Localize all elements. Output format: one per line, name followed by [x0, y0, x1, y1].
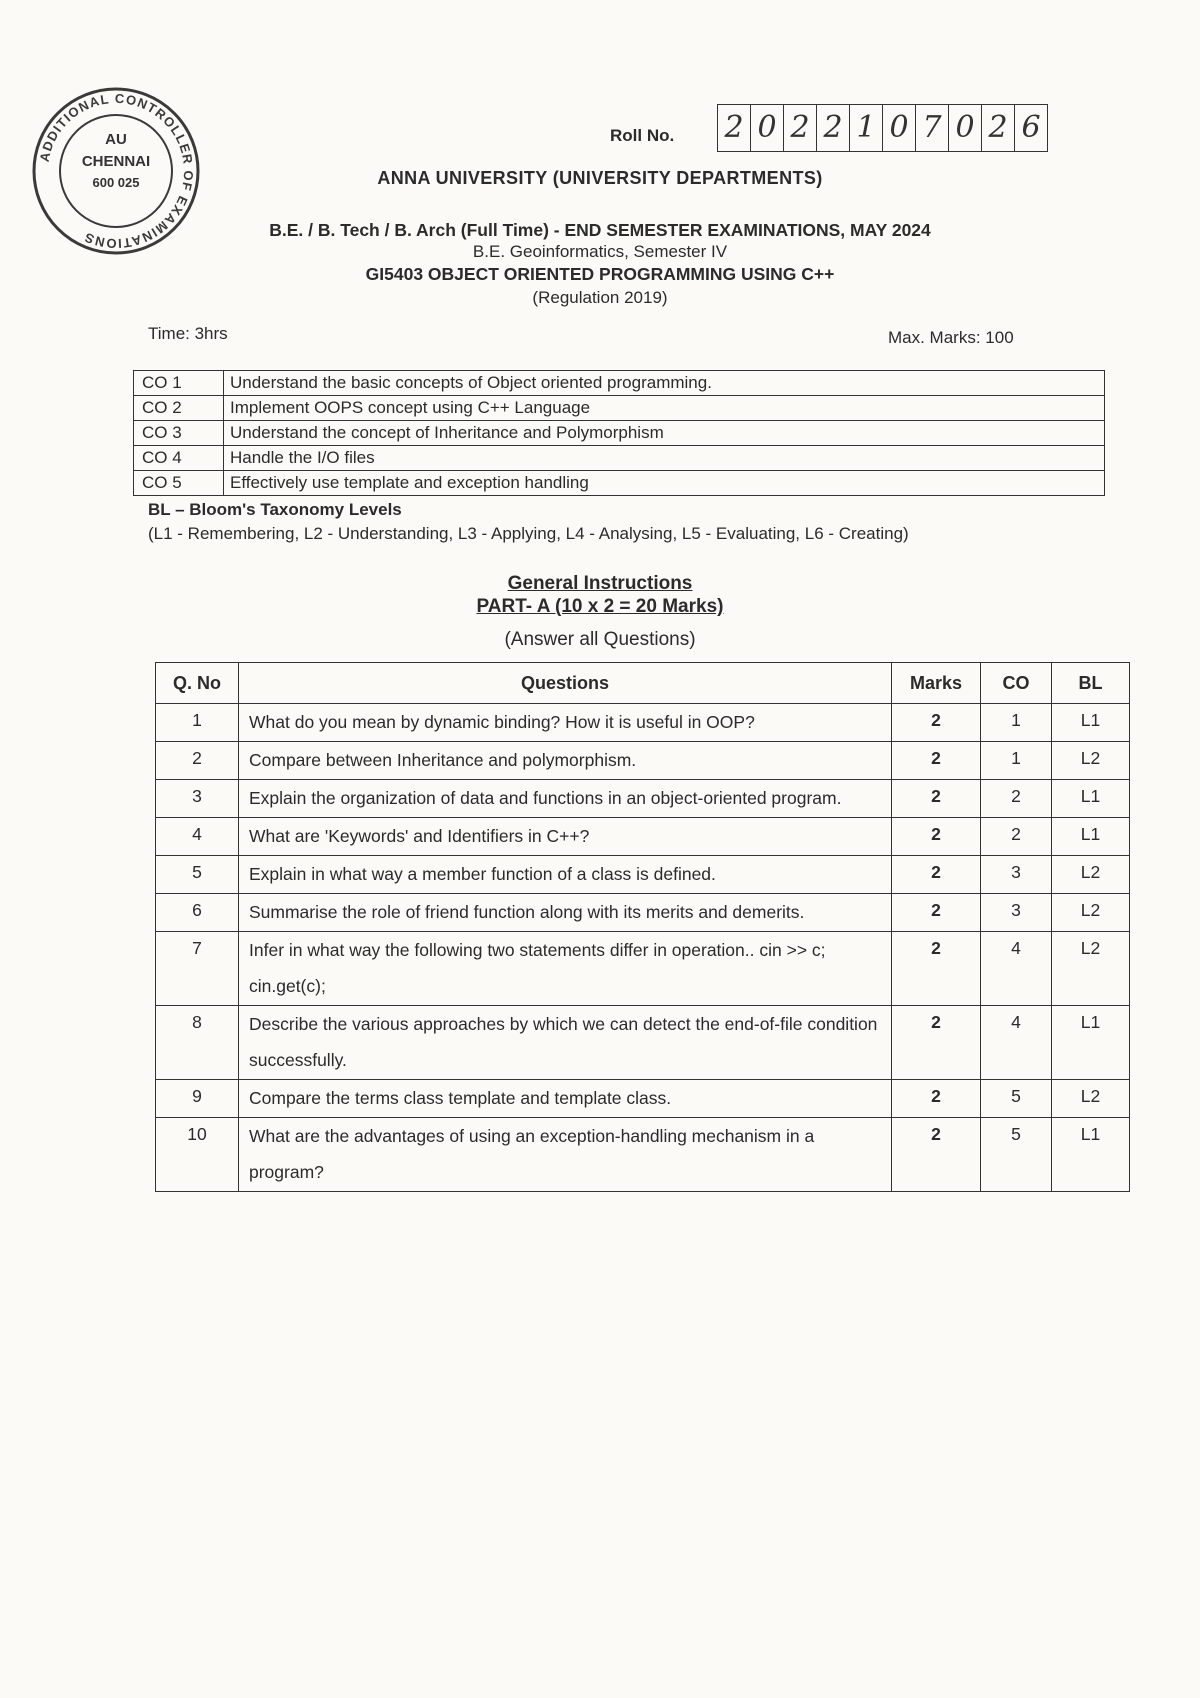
header-co: CO — [981, 663, 1052, 704]
question-bl: L1 — [1052, 818, 1130, 856]
question-co: 4 — [981, 1006, 1052, 1080]
question-text: What are the advantages of using an exception-handling mechanism in a program? — [239, 1118, 892, 1192]
question-number: 10 — [156, 1118, 239, 1192]
question-marks: 2 — [892, 1080, 981, 1118]
table-row — [134, 446, 1105, 471]
questions-table — [155, 662, 1130, 1192]
question-bl: L1 — [1052, 780, 1130, 818]
question-bl: L2 — [1052, 856, 1130, 894]
table-row — [156, 742, 1130, 780]
table-row — [156, 1118, 1130, 1192]
roll-digit: 7 — [916, 105, 949, 151]
question-bl: L2 — [1052, 1080, 1130, 1118]
question-bl: L1 — [1052, 1006, 1130, 1080]
question-co: 5 — [981, 1080, 1052, 1118]
question-number: 3 — [156, 780, 239, 818]
instructions-title: General Instructions — [507, 573, 693, 594]
co-text: Effectively use template and exception handling — [224, 471, 1105, 496]
question-marks: 2 — [892, 1118, 981, 1192]
question-text: Infer in what way the following two statements differ in operation.. cin >> c; cin.get(c); — [239, 932, 892, 1006]
header-bl: BL — [1052, 663, 1130, 704]
co-code: CO 5 — [134, 471, 224, 496]
max-marks: Max. Marks: 100 — [888, 328, 1014, 347]
roll-digit: 0 — [751, 105, 784, 151]
table-row — [156, 1006, 1130, 1080]
question-bl: L2 — [1052, 742, 1130, 780]
question-number: 7 — [156, 932, 239, 1006]
seal-line-2: CHENNAI — [81, 153, 151, 170]
exam-title: B.E. / B. Tech / B. Arch (Full Time) - END SEMESTER EXAMINATIONS, MAY 2024 — [269, 220, 931, 240]
question-text: Explain in what way a member function of a class is defined. — [239, 856, 892, 894]
question-number: 9 — [156, 1080, 239, 1118]
question-marks: 2 — [892, 742, 981, 780]
question-co: 5 — [981, 1118, 1052, 1192]
question-text: Summarise the role of friend function along with its merits and demerits. — [239, 894, 892, 932]
question-marks: 2 — [892, 818, 981, 856]
co-code: CO 2 — [134, 396, 224, 421]
header-question: Questions — [239, 663, 892, 704]
question-text: Compare between Inheritance and polymorphism. — [239, 742, 892, 780]
part-title: PART- A (10 x 2 = 20 Marks) — [476, 596, 724, 617]
roll-digit: 0 — [883, 105, 916, 151]
table-row — [156, 856, 1130, 894]
table-row — [156, 818, 1130, 856]
roll-digit: 2 — [817, 105, 850, 151]
table-row — [156, 894, 1130, 932]
question-number: 8 — [156, 1006, 239, 1080]
answer-note: (Answer all Questions) — [504, 629, 696, 650]
question-marks: 2 — [892, 932, 981, 1006]
question-co: 4 — [981, 932, 1052, 1006]
co-code: CO 3 — [134, 421, 224, 446]
roll-digit: 0 — [949, 105, 982, 151]
question-marks: 2 — [892, 704, 981, 742]
course-title: GI5403 OBJECT ORIENTED PROGRAMMING USING C++ — [365, 264, 835, 284]
co-code: CO 1 — [134, 371, 224, 396]
roll-label: Roll No. — [610, 126, 675, 145]
question-text: Describe the various approaches by which we can detect the end-of-file condition successfully. — [239, 1006, 892, 1080]
table-row — [156, 932, 1130, 1006]
seal-line-1: AU — [105, 131, 127, 148]
bloom-title: BL – Bloom's Taxonomy Levels — [148, 500, 402, 519]
roll-digit: 2 — [982, 105, 1015, 151]
header-marks: Marks — [892, 663, 981, 704]
co-code: CO 4 — [134, 446, 224, 471]
question-bl: L1 — [1052, 704, 1130, 742]
question-bl: L2 — [1052, 932, 1130, 1006]
co-text: Handle the I/O files — [224, 446, 1105, 471]
roll-boxes — [717, 104, 1048, 152]
table-header-row — [156, 663, 1130, 704]
seal-line-3: 600 025 — [92, 175, 140, 190]
table-row — [134, 471, 1105, 496]
svg-text:ADDITIONAL CONTROLLER OF EXAMI: ADDITIONAL CONTROLLER OF EXAMINATIONS — [36, 90, 197, 252]
question-bl: L2 — [1052, 894, 1130, 932]
roll-digit: 6 — [1021, 110, 1041, 145]
table-row — [134, 371, 1105, 396]
regulation: (Regulation 2019) — [532, 288, 668, 307]
department: B.E. Geoinformatics, Semester IV — [472, 242, 728, 261]
question-co: 1 — [981, 704, 1052, 742]
question-number: 6 — [156, 894, 239, 932]
question-co: 3 — [981, 856, 1052, 894]
question-number: 1 — [156, 704, 239, 742]
question-text: What are 'Keywords' and Identifiers in C++? — [239, 818, 892, 856]
table-row — [156, 780, 1130, 818]
question-number: 5 — [156, 856, 239, 894]
question-marks: 2 — [892, 1006, 981, 1080]
question-number: 4 — [156, 818, 239, 856]
question-text: Compare the terms class template and template class. — [239, 1080, 892, 1118]
question-bl: L1 — [1052, 1118, 1130, 1192]
roll-digit: 2 — [718, 105, 751, 151]
co-text: Understand the concept of Inheritance and Polymorphism — [224, 421, 1105, 446]
question-co: 2 — [981, 780, 1052, 818]
question-co: 1 — [981, 742, 1052, 780]
university-name: ANNA UNIVERSITY (UNIVERSITY DEPARTMENTS) — [377, 168, 823, 188]
table-row — [134, 421, 1105, 446]
question-marks: 2 — [892, 780, 981, 818]
header-qno: Q. No — [156, 663, 239, 704]
exam-time: Time: 3hrs — [148, 324, 228, 343]
table-row — [156, 704, 1130, 742]
roll-digit: 2 — [784, 105, 817, 151]
roll-digit: 1 — [850, 105, 883, 151]
bloom-levels: (L1 - Remembering, L2 - Understanding, L3 - Applying, L4 - Analysing, L5 - Evaluating, L6 - Creating) — [148, 524, 909, 543]
table-row — [134, 396, 1105, 421]
question-text: Explain the organization of data and functions in an object-oriented program. — [239, 780, 892, 818]
question-marks: 2 — [892, 894, 981, 932]
course-outcomes-table — [133, 370, 1105, 496]
co-text: Understand the basic concepts of Object oriented programming. — [224, 371, 1105, 396]
question-co: 2 — [981, 818, 1052, 856]
co-text: Implement OOPS concept using C++ Language — [224, 396, 1105, 421]
question-text: What do you mean by dynamic binding? How it is useful in OOP? — [239, 704, 892, 742]
question-marks: 2 — [892, 856, 981, 894]
question-co: 3 — [981, 894, 1052, 932]
question-number: 2 — [156, 742, 239, 780]
table-row — [156, 1080, 1130, 1118]
